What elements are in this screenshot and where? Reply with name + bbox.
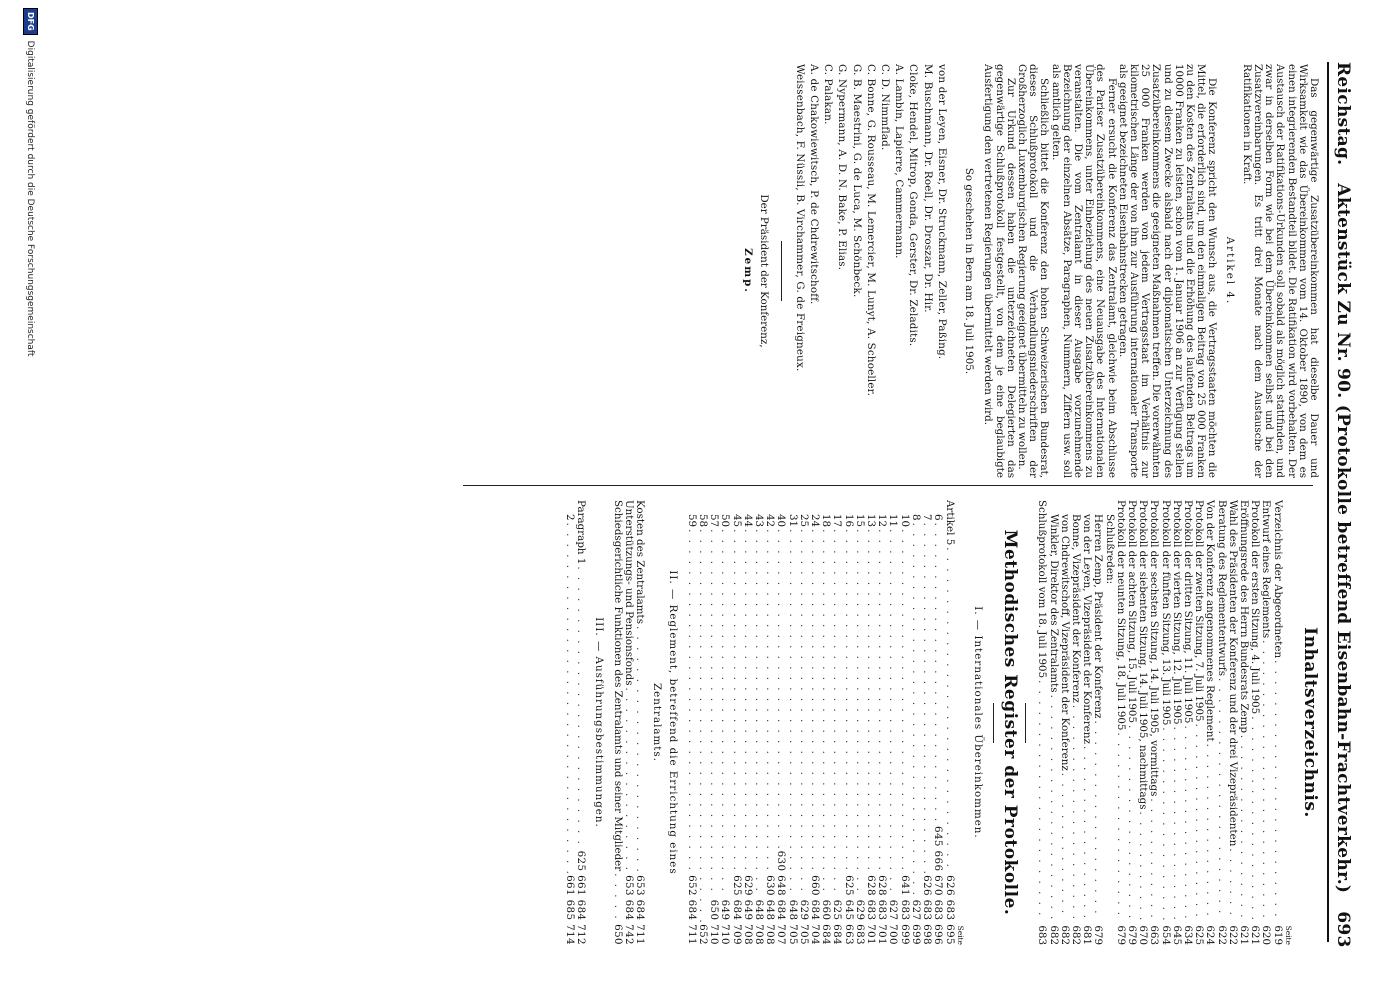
entry-pages: 625 661 684 712 bbox=[575, 850, 588, 945]
entry-label: 2 bbox=[564, 514, 577, 521]
entry-label: 12 bbox=[876, 514, 889, 528]
entry-pages: 621 bbox=[1249, 925, 1262, 945]
leader-dots bbox=[564, 523, 575, 874]
toc-row bbox=[1182, 500, 1193, 945]
leader-dots bbox=[1271, 660, 1282, 921]
leader-dots bbox=[1047, 695, 1058, 921]
entry-label: 25 bbox=[797, 514, 810, 528]
entry-pages: 629 683 bbox=[853, 899, 866, 945]
toc-row bbox=[1159, 500, 1170, 945]
toc-row bbox=[634, 500, 645, 945]
seite-label: Seite bbox=[1283, 925, 1293, 945]
seite-label: Seite bbox=[955, 925, 965, 945]
entry-pages: 682 bbox=[1058, 925, 1071, 945]
leader-dots bbox=[943, 547, 954, 873]
paragraph: Zur Urkund dessen haben die unterzeichneten Delegierten das gegenwärtige Schlußprotokoll festgestellt, von dem je eine beglaubigte Ausfertigung den vertretenen Regierungen übermittelt werden wird. bbox=[982, 64, 1017, 478]
entry-pages: 682 bbox=[1069, 925, 1082, 945]
leader-dots bbox=[612, 873, 623, 922]
entry-pages: 619 bbox=[1271, 925, 1284, 945]
toc-row bbox=[798, 500, 809, 945]
toc-row bbox=[1047, 500, 1058, 945]
leader-dots bbox=[1137, 812, 1148, 921]
leader-dots bbox=[786, 529, 797, 898]
separator-rule bbox=[993, 703, 994, 743]
entry-label: 13 bbox=[865, 514, 878, 528]
right-column bbox=[564, 500, 1319, 945]
separator-rule bbox=[781, 241, 782, 301]
entry-pages: 627 699 bbox=[909, 899, 922, 945]
toc-row bbox=[887, 500, 898, 945]
toc-row bbox=[865, 500, 876, 945]
toc-row bbox=[1171, 500, 1182, 945]
toc-row bbox=[1271, 500, 1282, 945]
toc-row bbox=[1215, 500, 1226, 945]
entry-pages: 621 bbox=[1237, 925, 1250, 945]
entry-label: Von der Konferenz angenommenes Reglement bbox=[1204, 500, 1217, 742]
toc-row bbox=[697, 500, 708, 945]
leader-dots bbox=[842, 529, 853, 873]
toc-row bbox=[1238, 500, 1249, 945]
entry-label: Protokoll der zweiten Sitzung, 7. Juli 1905 bbox=[1193, 500, 1206, 722]
entry-label: 10 bbox=[898, 514, 911, 528]
leader-dots bbox=[820, 529, 831, 898]
leader-dots bbox=[1215, 678, 1226, 921]
toc-row bbox=[910, 500, 921, 945]
leader-dots bbox=[708, 529, 719, 898]
toc-row bbox=[854, 500, 865, 945]
signature-line: C. Bonne, G. Rousseau, M. Lemercier, M. Lunyt, A. Schoeller. bbox=[864, 64, 877, 397]
toc-row bbox=[612, 500, 623, 945]
entry-pages: 654 bbox=[1159, 925, 1172, 945]
paragraph: Die Konferenz spricht den Wunsch aus, die Vertragsstaaten möchten die Mittel, die erforderlich sind, um den einmaligen Beitrag von 25 000 Franken zu den Kosten des Zentralamts und die Erhöhung des laufenden Beitrags um 10000 Franken zu leisten, schon vom 1. Januar 1906 an zur Verfügung stellen und zu diesem Zwecke alsbald nach der diplomatischen Unterzeichnung des Zusatzübereinkommens die geeigneten Maßnahmen treffen. Die vorerwähnten 25 000 Franken werden von jedem Vertragsstaat im Verhältnis zur kilometrischen Länge der von ihm zur Ausführung internationaler Transporte als geeignet bezeichneten Eisenbahnstrecken getragen. bbox=[1116, 64, 1219, 478]
leader-dots bbox=[1182, 725, 1193, 921]
toc-row bbox=[764, 500, 775, 945]
entry-pages: 625 684 bbox=[831, 899, 844, 945]
signature-line: C. D. Nimmflad. bbox=[879, 64, 892, 151]
entry-pages: 650 bbox=[611, 924, 624, 945]
toc-row bbox=[564, 500, 575, 945]
entry-label: Entwurf eines Reglements bbox=[1260, 500, 1273, 639]
page-header bbox=[1327, 62, 1373, 948]
leader-dots bbox=[719, 529, 730, 898]
entry-label: 18 bbox=[820, 514, 833, 528]
leader-dots bbox=[876, 529, 887, 873]
entry-label: Unterstützungs- und Pensionsfonds bbox=[623, 500, 636, 686]
signature-line: Weissenbach, F. Nüssli, B. Virchammer, G. de Freigneux. bbox=[793, 64, 806, 372]
entry-pages: 622 bbox=[1226, 925, 1239, 945]
toc-row bbox=[1070, 500, 1081, 945]
leader-dots bbox=[1081, 746, 1092, 921]
toc-row bbox=[1137, 500, 1148, 945]
leader-dots bbox=[910, 523, 921, 898]
entry-pages: 681 bbox=[1081, 925, 1094, 945]
toc-row bbox=[1115, 500, 1126, 945]
entry-label: 43 bbox=[753, 514, 766, 528]
entry-pages: 625 bbox=[1193, 925, 1206, 945]
entry-pages: 652 684 711 bbox=[685, 875, 698, 945]
leader-dots bbox=[854, 529, 865, 898]
leader-dots bbox=[831, 529, 842, 898]
entry-label: 59 bbox=[685, 514, 698, 528]
table-of-contents bbox=[1115, 500, 1283, 945]
signature-line: Cloke, Hendel, Mitrop, Gonda, Gerster, Dr. Zeladits. bbox=[907, 64, 920, 347]
entry-pages: 634 bbox=[1181, 925, 1194, 945]
entry-pages: 679 bbox=[1114, 925, 1127, 945]
toc-row bbox=[1193, 500, 1204, 945]
leader-dots bbox=[1159, 727, 1170, 921]
entry-label: Protokoll der fünften Sitzung, 13. Juli 1905 bbox=[1159, 500, 1172, 726]
entry-pages: 650 710 bbox=[708, 899, 721, 945]
leader-dots bbox=[1059, 773, 1070, 921]
entry-pages: 626 683 695 bbox=[943, 875, 956, 945]
entry-pages: 661 685 714 bbox=[564, 875, 577, 945]
toc-row bbox=[876, 500, 887, 945]
leader-dots bbox=[753, 529, 764, 898]
entry-label: Artikel 5 bbox=[943, 500, 956, 546]
entry-pages: 628 683 701 bbox=[865, 875, 878, 945]
entry-pages: 630 648 708 bbox=[764, 875, 777, 945]
signature-line: von der Leyen, Eisner, Dr. Struckmann, Zeller, Paßing. bbox=[935, 64, 948, 360]
toc-row bbox=[820, 500, 831, 945]
entry-pages: 625 684 709 bbox=[730, 875, 743, 945]
register-list bbox=[564, 500, 586, 945]
leader-dots bbox=[1148, 798, 1159, 921]
section-heading: I. — Internationales Übereinkommen. bbox=[971, 606, 984, 839]
toc-row bbox=[921, 500, 932, 945]
leader-dots bbox=[1227, 848, 1238, 921]
toc-page: 683 bbox=[1036, 925, 1049, 945]
entry-label: Schiedsgerichtliche Funktionen des Zentralamts und seiner Mitglieder bbox=[611, 500, 624, 872]
signature-line: G. Nypermann, A. D. N. Bake, P. Elias. bbox=[836, 64, 849, 271]
entry-label: Protokoll der sechsten Sitzung, 14. Juli 1905, vormittags bbox=[1148, 500, 1161, 797]
entry-pages: 648 705 bbox=[786, 899, 799, 945]
closing-speeches-list bbox=[1047, 500, 1103, 945]
entry-label: 31 bbox=[786, 514, 799, 528]
entry-pages: 679 bbox=[1092, 925, 1105, 945]
leader-dots bbox=[623, 688, 634, 874]
president-name: Zemp. bbox=[742, 248, 755, 294]
entry-pages: 645 666 670 683 696 bbox=[932, 826, 945, 945]
entry-pages: 645 bbox=[1170, 925, 1183, 945]
leader-dots bbox=[798, 529, 809, 898]
leader-dots bbox=[1092, 720, 1103, 921]
leader-dots bbox=[1204, 744, 1215, 921]
article-heading: Artikel 4. bbox=[1223, 236, 1236, 306]
section-heading: III. — Ausführungsbestimmungen. bbox=[592, 617, 605, 828]
entry-label: 44 bbox=[741, 514, 754, 528]
leader-dots bbox=[697, 529, 708, 922]
entry-label: Verzeichnis der Abgeordneten bbox=[1271, 500, 1284, 659]
entry-label: Winkler, Direktor des Zentralamts bbox=[1047, 514, 1060, 693]
toc-row bbox=[775, 500, 786, 945]
section-heading: II. — Reglement, betreffend die Errichtung eines bbox=[666, 570, 679, 875]
toc-row bbox=[708, 500, 719, 945]
entry-pages: 652 bbox=[697, 924, 710, 945]
separator-rule bbox=[1025, 703, 1026, 743]
entry-pages: 626 683 698 bbox=[921, 875, 934, 945]
leader-dots bbox=[899, 529, 910, 873]
toc-row bbox=[719, 500, 730, 945]
entry-label: Eröffnungsrede des Herrn Bundesrats Zemp bbox=[1237, 500, 1250, 733]
signature-line: G. B. Maestrini, G. de Luca, M. Schönbeck. bbox=[850, 64, 863, 298]
toc-label: Schlußprotokoll vom 18. Juli 1905 bbox=[1036, 500, 1049, 679]
entry-pages: 660 684 bbox=[820, 899, 833, 945]
entry-pages: 628 683 701 bbox=[876, 875, 889, 945]
toc-row bbox=[623, 500, 634, 945]
entry-pages: 622 bbox=[1215, 925, 1228, 945]
leader-dots bbox=[775, 529, 786, 848]
entry-label: 8 bbox=[909, 514, 922, 521]
intro-paragraph: Das gegenwärtige Zusatzübereinkommen hat dieselbe Dauer und Wirksamkeit wie das Übereinkommen vom 14. Oktober 1890, von dem es einen integrierenden Bestandteil bildet. Die Ratifikation wird vorbehalten. Der Austausch der Ratifikations-Urkunden soll sobald als möglich stattfinden, und zwar in derselben Form wie bei dem Übereinkommen selbst und bei den Zusatzvereinbarungen. Es tritt drei Monate nach dem Austausche der Ratifikationen in Kraft. bbox=[1240, 64, 1320, 478]
entry-pages: 649 710 bbox=[719, 899, 732, 945]
entry-label: 42 bbox=[764, 514, 777, 528]
toc-row bbox=[932, 500, 943, 945]
leader-dots bbox=[764, 529, 775, 873]
entry-label: Protokoll der ersten Sitzung, 4. Juli 1905 bbox=[1249, 500, 1262, 715]
header-left: Reichstag. bbox=[1333, 62, 1353, 166]
entry-label: Protokoll der neunten Sitzung, 18. Juli 1905 bbox=[1114, 500, 1127, 731]
register-list bbox=[686, 500, 955, 945]
signature-line: M. Buschmann, Dr. Roell, Dr. Droszar, Dr. Hir. bbox=[921, 64, 934, 313]
entry-pages: 670 bbox=[1137, 925, 1150, 945]
leader-dots bbox=[575, 566, 586, 848]
entry-pages: 629 705 bbox=[797, 899, 810, 945]
entry-label: 57 bbox=[708, 514, 721, 528]
entry-label: 16 bbox=[842, 514, 855, 528]
toc-row bbox=[686, 500, 697, 945]
leader-dots bbox=[921, 523, 932, 874]
leader-dots bbox=[809, 529, 820, 873]
toc-row bbox=[1092, 500, 1103, 945]
entry-pages: 627 700 bbox=[887, 899, 900, 945]
entry-pages: 624 bbox=[1204, 925, 1217, 945]
toc-row bbox=[1148, 500, 1159, 945]
header-title-main: Aktenstück Zu Nr. 90. bbox=[1333, 183, 1353, 399]
toc-row bbox=[1249, 500, 1260, 945]
entry-label: 45 bbox=[730, 514, 743, 528]
entry-pages: 663 bbox=[1148, 925, 1161, 945]
leader-dots bbox=[887, 529, 898, 898]
entry-label: Protokoll der dritten Sitzung, 11. Juli 1905 bbox=[1181, 500, 1194, 724]
toc-row bbox=[753, 500, 764, 945]
toc-row bbox=[730, 500, 741, 945]
digitization-credit bbox=[23, 8, 38, 993]
leader-dots bbox=[730, 529, 741, 873]
entry-label: Protokoll der siebenten Sitzung, 14. Juli 1905, nachmittags bbox=[1137, 500, 1150, 810]
section-heading-cont: Zentralamts. bbox=[651, 683, 664, 762]
entry-label: 40 bbox=[775, 514, 788, 528]
toc-row bbox=[1126, 500, 1137, 945]
leader-dots bbox=[1070, 705, 1081, 921]
register-list bbox=[612, 500, 646, 945]
toc-row bbox=[1081, 500, 1092, 945]
signature-line: C. Palakan. bbox=[822, 64, 835, 125]
entry-label: 24 bbox=[809, 514, 822, 528]
register-title: Methodisches Register der Protokolle. bbox=[1000, 529, 1021, 916]
leader-dots bbox=[1193, 724, 1204, 921]
signature-list bbox=[794, 64, 947, 478]
leader-dots bbox=[1238, 735, 1249, 921]
entry-label: 50 bbox=[719, 514, 732, 528]
entry-pages: 630 648 684 707 bbox=[775, 850, 788, 945]
entry-pages: 682 bbox=[1047, 925, 1060, 945]
leader-dots bbox=[1260, 640, 1271, 921]
entry-pages: 653 684 711 bbox=[634, 875, 647, 945]
toc-row bbox=[831, 500, 842, 945]
toc-row bbox=[786, 500, 797, 945]
left-column bbox=[742, 64, 1319, 478]
toc-title: Inhaltsverzeichnis. bbox=[1300, 627, 1320, 818]
header-subtitle: (Protokolle betreffend Eisenbahn-Frachtverkehr.) bbox=[1333, 404, 1353, 894]
leader-dots bbox=[865, 529, 876, 873]
entry-label: Wahl des Präsidenten der Konferenz und der drei Vizepräsidenten bbox=[1226, 500, 1239, 847]
leader-dots bbox=[1036, 680, 1047, 921]
toc-row bbox=[1204, 500, 1215, 945]
page-number: 693 bbox=[1333, 911, 1353, 948]
entry-pages: 629 649 708 bbox=[741, 875, 754, 945]
leader-dots bbox=[932, 523, 943, 824]
entry-label: 7 bbox=[921, 514, 934, 521]
date-line: So geschehen in Bern am 18. Juli 1905. bbox=[963, 167, 976, 375]
toc-row bbox=[842, 500, 853, 945]
toc-row bbox=[742, 500, 753, 945]
leader-dots bbox=[742, 529, 753, 873]
paragraph: Ferner ersucht die Konferenz das Zentralamt, gleichwie beim Abschlusse des Pariser Zusatzübereinkommens, eine Neuausgabe des Internationalen Übereinkommens, unter Einbeziehung des neuen Zusatzübereinkommens zu veranstalten. Die vom Zentralamt in dieser Ausgabe vorzunehmende Bezeichnung der einzelnen Absätze, Paragraphen, Nummern, Ziffern usw. soll als amtlich gelten. bbox=[1049, 64, 1118, 478]
credit-text: Digitalisierung gefördert durch die Deutsche Forschungsgemeinschaft bbox=[25, 40, 36, 357]
entry-label: 15 bbox=[853, 514, 866, 528]
toc-row bbox=[1036, 500, 1047, 945]
leader-dots bbox=[1249, 716, 1260, 921]
toc-row bbox=[899, 500, 910, 945]
dfg-logo: DFG bbox=[23, 8, 38, 35]
toc-row bbox=[1227, 500, 1238, 945]
leader-dots bbox=[1126, 725, 1137, 921]
toc-row bbox=[809, 500, 820, 945]
entry-label: Bonne, Vizepräsident der Konferenz bbox=[1069, 514, 1082, 703]
entry-label: von Chdrewitschoff, Vizepräsident der Konferenz bbox=[1058, 514, 1071, 771]
entry-pages: 641 683 699 bbox=[898, 875, 911, 945]
entry-pages: 625 645 663 bbox=[842, 875, 855, 945]
leader-dots bbox=[686, 529, 697, 873]
toc-row bbox=[1260, 500, 1271, 945]
entry-label: Beratung des Reglemententwurfs bbox=[1215, 500, 1228, 677]
paragraph: Schließlich bittet die Konferenz den hohen Schweizerischen Bundesrat, dieses Schlußprotokoll und die Verhandlungsniederschriften der Großherzoglich Luxemburgischen Regierung geeignet übermitteln zu wollen. bbox=[1015, 64, 1051, 478]
entry-label: von der Leyen, Vizepräsident der Konferenz bbox=[1081, 514, 1094, 744]
entry-pages: 660 684 704 bbox=[809, 875, 822, 945]
entry-label: 58 bbox=[697, 514, 710, 528]
leader-dots bbox=[1115, 732, 1126, 921]
entry-pages: 648 708 bbox=[753, 899, 766, 945]
entry-pages: 620 bbox=[1260, 925, 1273, 945]
entry-label: Protokoll der vierten Sitzung, 12. Juli 1905 bbox=[1170, 500, 1183, 725]
signature-line: A. Lambin, Lapierre, Cammermann. bbox=[893, 64, 906, 259]
leader-dots bbox=[1171, 727, 1182, 921]
entry-label: 6 bbox=[932, 514, 945, 521]
column-divider bbox=[463, 485, 1313, 486]
header-title bbox=[1333, 183, 1353, 893]
toc-row bbox=[1059, 500, 1070, 945]
entry-label: 11 bbox=[887, 514, 900, 528]
entry-label: 17 bbox=[831, 514, 844, 528]
entry-label: Paragraph 1 bbox=[575, 500, 588, 565]
leader-dots bbox=[634, 626, 645, 873]
entry-pages: 679 bbox=[1125, 925, 1138, 945]
entry-label: Protokoll der achten Sitzung, 15. Juli 1905 bbox=[1125, 500, 1138, 724]
president-title: Der Präsident der Konferenz, bbox=[757, 194, 770, 348]
toc-row bbox=[575, 500, 586, 945]
closing-speeches-label: Schlußreden: bbox=[1103, 514, 1116, 585]
entry-label: Kosten des Zentralamts bbox=[634, 500, 647, 624]
toc-row bbox=[943, 500, 954, 945]
entry-pages: 653 684 742 bbox=[623, 875, 636, 945]
entry-label: Herren Zemp, Präsident der Konferenz bbox=[1092, 514, 1105, 719]
signature-line: A. de Chakowiewitsch, P. de Chdrewitschoff. bbox=[808, 64, 821, 305]
